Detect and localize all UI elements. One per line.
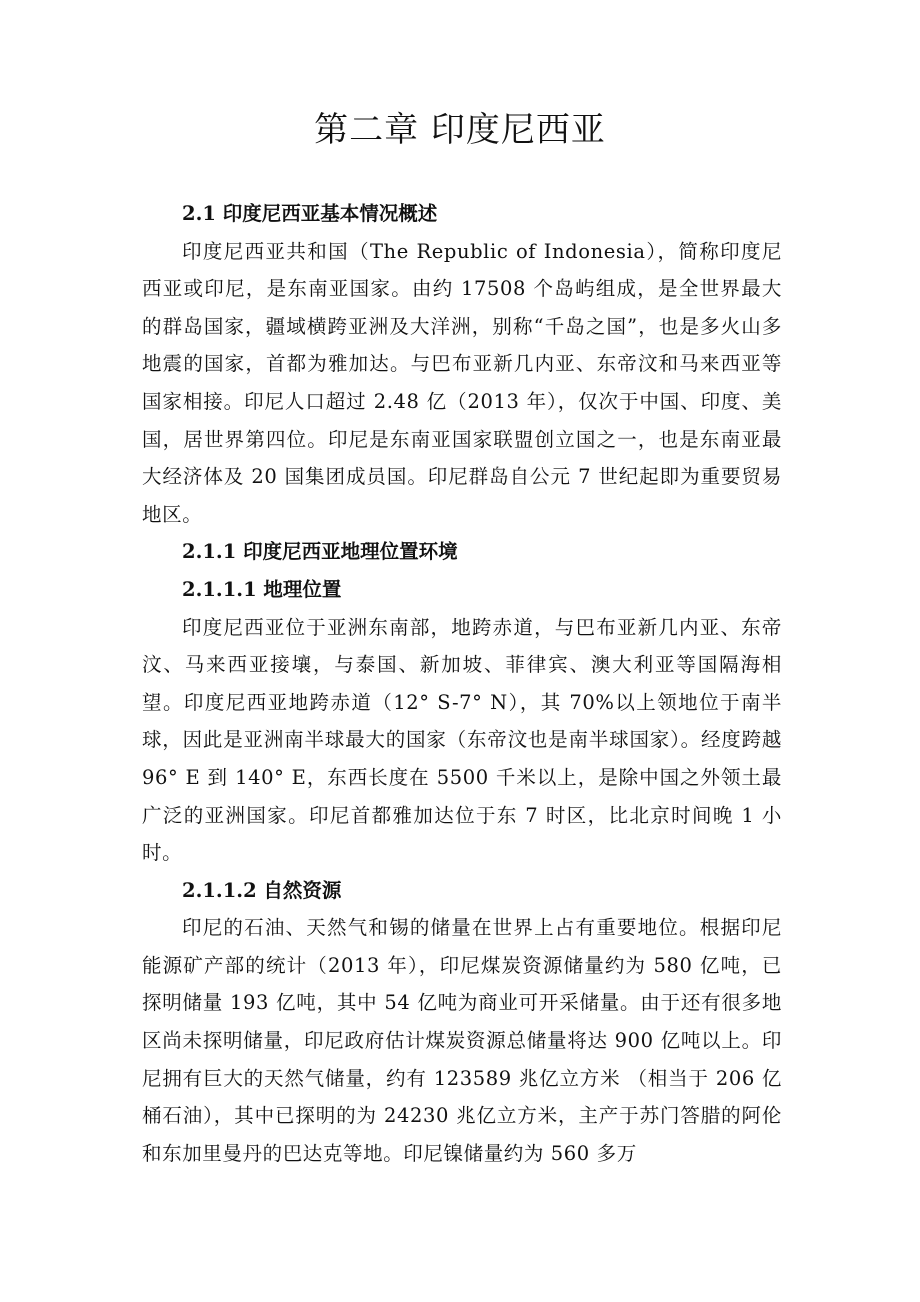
document-body — [142, 195, 782, 1172]
section-paragraph-2-1-1-1: 印度尼西亚位于亚洲东南部，地跨赤道，与巴布亚新几内亚、东帝汶、马来西亚接壤，与泰国、新加坡、菲律宾、澳大利亚等国隔海相望。印度尼西亚地跨赤道（12° S-7° N），其 70%以上领地位于南半球，因此是亚洲南半球最大的国家（东帝汶也是南半球国家）。经度跨越 96° E 到 140° E，东西长度在 5500 千米以上，是除中国之外领土最广泛的亚洲国家。印尼首都雅加达位于东 7 时区，比北京时间晚 1 小时。 — [142, 615, 782, 865]
section-heading-2-1-1-2: 2.1.1.2 自然资源 — [182, 878, 342, 902]
chapter-title: 第二章 印度尼西亚 — [314, 110, 606, 150]
section-paragraph-2-1: 印度尼西亚共和国（The Republic of Indonesia），简称印度尼西亚或印尼，是东南亚国家。由约 17508 个岛屿组成，是全世界最大的群岛国家，疆域横跨亚洲及大洋洲，别称“千岛之国”，也是多火山多地震的国家，首都为雅加达。与巴布亚新几内亚、东帝汶和马来西亚等国家相接。印尼人口超过 2.48 亿（2013 年），仅次于中国、印度、美国，居世界第四位。印尼是东南亚国家联盟创立国之一，也是东南亚最大经济体及 20 国集团成员国。印尼群岛自公元 7 世纪起即为重要贸易地区。 — [142, 239, 782, 526]
section-heading-2-1: 2.1 印度尼西亚基本情况概述 — [182, 202, 438, 225]
section-heading-2-1-1: 2.1.1 印度尼西亚地理位置环境 — [182, 540, 458, 564]
section-heading-2-1-1-1: 2.1.1.1 地理位置 — [182, 577, 342, 601]
section-paragraph-2-1-1-2: 印尼的石油、天然气和锡的储量在世界上占有重要地位。根据印尼能源矿产部的统计（2013 年），印尼煤炭资源储量约为 580 亿吨，已探明储量 193 亿吨，其中 54 亿吨为商业可开采储量。由于还有很多地区尚未探明储量，印尼政府估计煤炭资源总储量将达 900 亿吨以上。印尼拥有巨大的天然气储量，约有 123589 兆亿立方米 （相当于 206 亿桶石油），其中已探明的为 24230 兆亿立方米，主产于苏门答腊的阿伦和东加里曼丹的巴达克等地。印尼镍储量约为 560 多万 — [142, 916, 782, 1165]
